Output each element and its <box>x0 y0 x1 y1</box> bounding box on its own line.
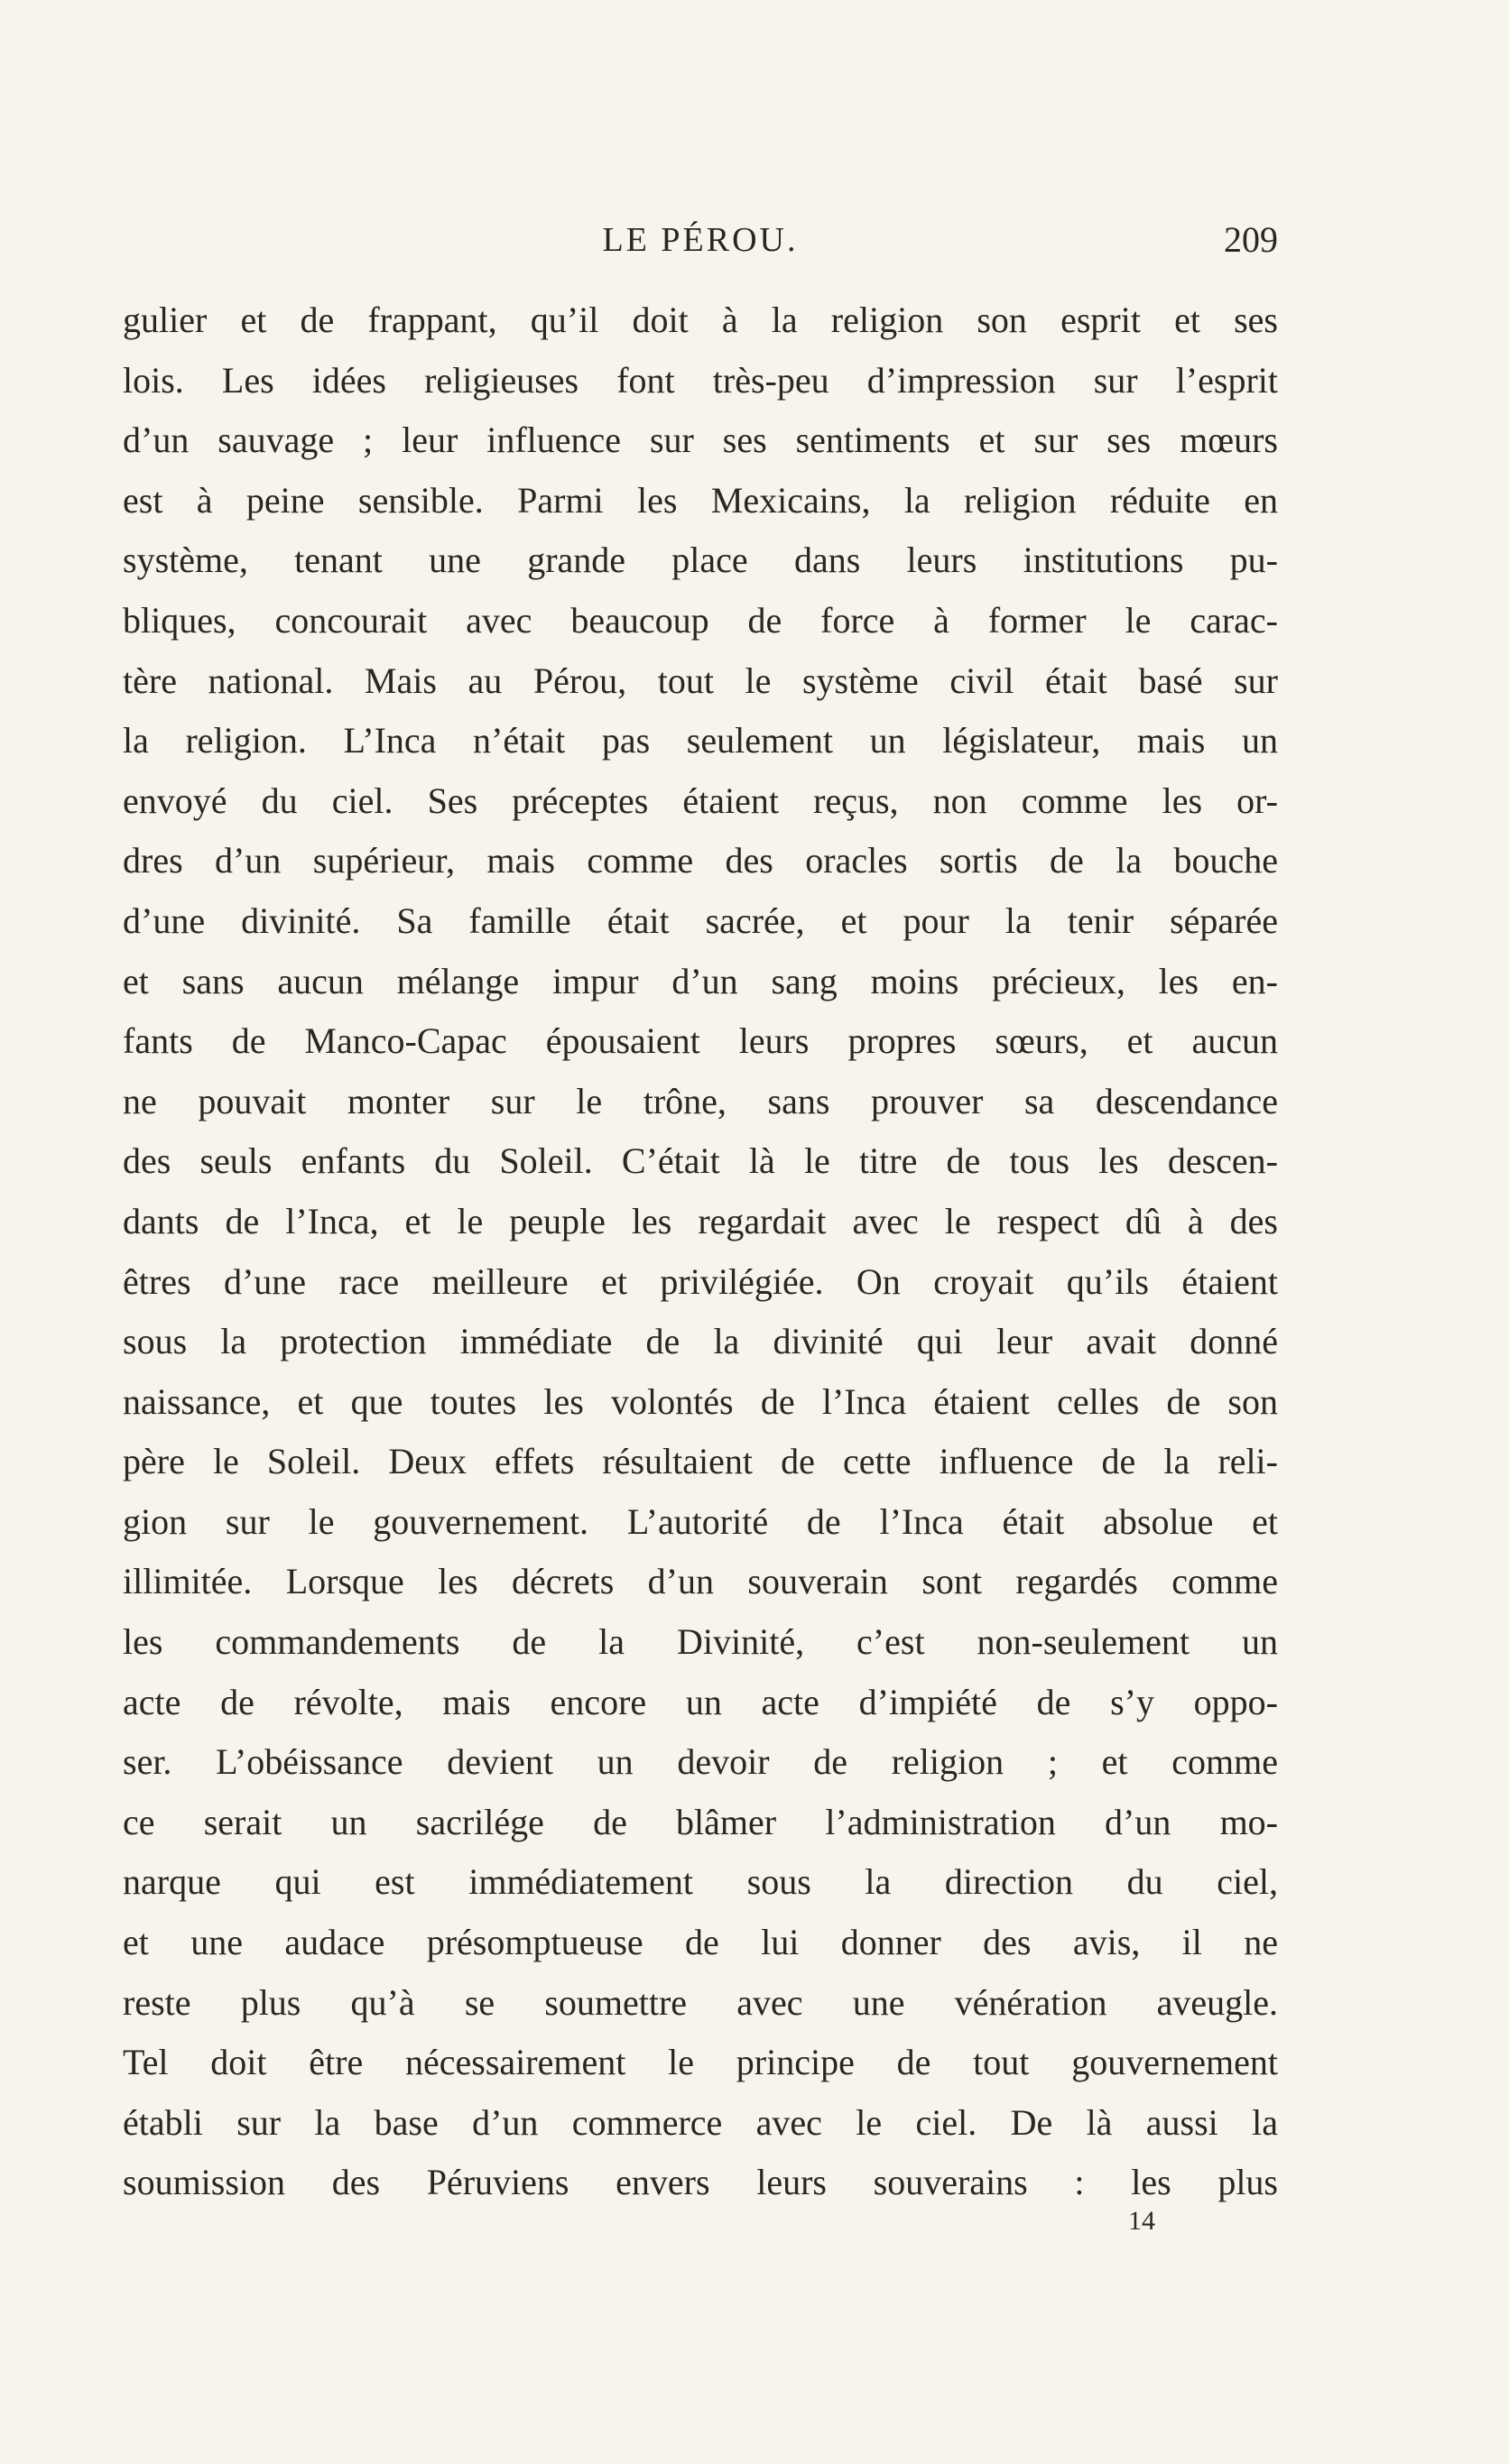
text-line: dres d’un supérieur, mais comme des oracles sortis de la bouche <box>123 840 1278 881</box>
text-line: sous la protection immédiate de la divinité qui leur avait donné <box>123 1321 1278 1362</box>
text-line: acte de révolte, mais encore un acte d’impiété de s’y oppo- <box>123 1681 1278 1722</box>
running-head <box>123 213 1278 267</box>
text-line: établi sur la base d’un commerce avec le ciel. De là aussi la <box>123 2101 1278 2143</box>
text-line: d’un sauvage ; leur influence sur ses sentiments et sur ses mœurs <box>123 420 1278 461</box>
text-line: et sans aucun mélange impur d’un sang moins précieux, les en- <box>123 960 1278 1001</box>
text-line: illimitée. Lorsque les décrets d’un souverain sont regardés comme <box>123 1561 1278 1602</box>
signature-mark: 14 <box>1128 2206 1155 2236</box>
text-line: soumission des Péruviens envers leurs souverains : les plus <box>123 2162 1278 2203</box>
text-line: bliques, concourait avec beaucoup de force à former le carac- <box>123 599 1278 641</box>
text-line: lois. Les idées religieuses font très-peu d’impression sur l’esprit <box>123 359 1278 401</box>
text-line: est à peine sensible. Parmi les Mexicains, la religion réduite en <box>123 479 1278 521</box>
text-line: ne pouvait monter sur le trône, sans prouver sa descendance <box>123 1080 1278 1121</box>
text-line: des seuls enfants du Soleil. C’était là le titre de tous les descen- <box>123 1140 1278 1182</box>
text-line: êtres d’une race meilleure et privilégiée. On croyait qu’ils étaient <box>123 1260 1278 1302</box>
text-line: les commandements de la Divinité, c’est non-seulement un <box>123 1621 1278 1663</box>
text-line: envoyé du ciel. Ses préceptes étaient reçus, non comme les or- <box>123 780 1278 821</box>
text-line: et une audace présomptueuse de lui donner des avis, il ne <box>123 1922 1278 1963</box>
text-line: ser. L’obéissance devient un devoir de religion ; et comme <box>123 1741 1278 1783</box>
text-line: narque qui est immédiatement sous la direction du ciel, <box>123 1861 1278 1903</box>
text-line: reste plus qu’à se soumettre avec une vénération aveugle. <box>123 1981 1278 2023</box>
text-line: Tel doit être nécessairement le principe de tout gouvernement <box>123 2042 1278 2083</box>
text-line: système, tenant une grande place dans leurs institutions pu- <box>123 540 1278 581</box>
running-title: LE PÉROU. <box>602 221 799 259</box>
text-line: gion sur le gouvernement. L’autorité de l’Inca était absolue et <box>123 1500 1278 1542</box>
text-line: fants de Manco-Capac épousaient leurs propres sœurs, et aucun <box>123 1020 1278 1062</box>
text-line: d’une divinité. Sa famille était sacrée, et pour la tenir séparée <box>123 900 1278 941</box>
text-line: gulier et de frappant, qu’il doit à la religion son esprit et ses <box>123 300 1278 340</box>
text-line: ce serait un sacrilége de blâmer l’administration d’un mo- <box>123 1801 1278 1842</box>
text-line: la religion. L’Inca n’était pas seulement un législateur, mais un <box>123 720 1278 761</box>
text-line: tère national. Mais au Pérou, tout le système civil était basé sur <box>123 660 1278 701</box>
text-line: dants de l’Inca, et le peuple les regardait avec le respect dû à des <box>123 1200 1278 1241</box>
page-number: 209 <box>1224 219 1278 260</box>
body-text <box>123 291 1278 2213</box>
text-line: père le Soleil. Deux effets résultaient de cette influence de la reli- <box>123 1441 1278 1482</box>
text-line: naissance, et que toutes les volontés de l’Inca étaient celles de son <box>123 1380 1278 1422</box>
